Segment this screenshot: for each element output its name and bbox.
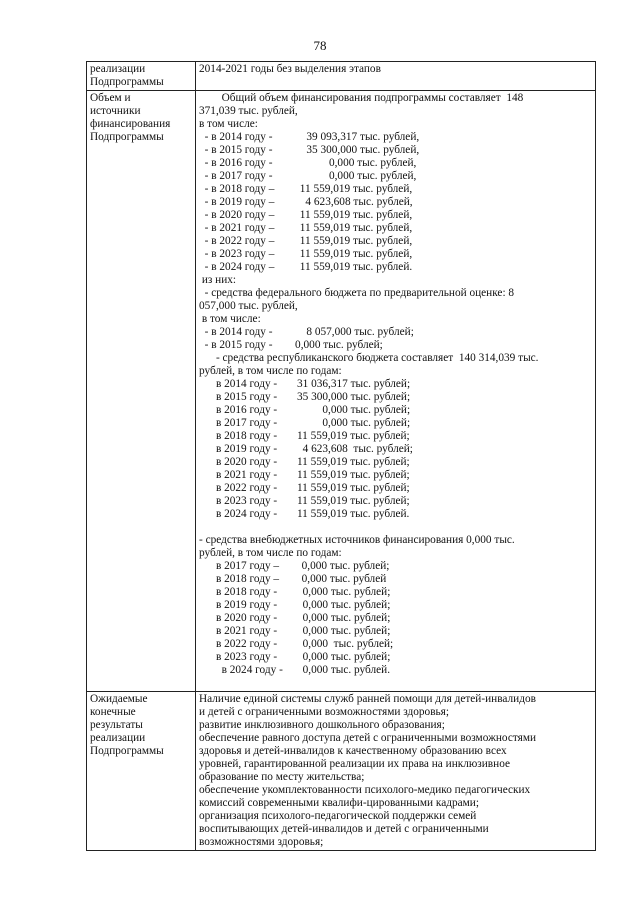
content-line: в 2014 году - 31 036,317 тыс. рублей; bbox=[199, 378, 411, 390]
content-line: в 2023 году - 11 559,019 тыс. рублей; bbox=[199, 495, 410, 507]
content-line: - в 2014 году - 8 057,000 тыс. рублей; bbox=[199, 326, 414, 338]
row-label-line: Подпрограммы bbox=[90, 76, 164, 88]
row-label bbox=[87, 91, 196, 692]
content-line: обеспечение равного доступа детей с ограниченными возможностями bbox=[199, 732, 537, 744]
content-line: в 2015 году - 35 300,000 тыс. рублей; bbox=[199, 391, 411, 403]
row-label-line: Подпрограммы bbox=[90, 131, 164, 143]
content-line: развитие инклюзивного дошкольного образования; bbox=[199, 719, 445, 731]
content-line: и детей с ограниченными возможностями здоровья; bbox=[199, 706, 450, 718]
table-row bbox=[87, 91, 596, 692]
content-line: организация психолого-педагогической поддержки семей bbox=[199, 810, 477, 822]
program-passport-table bbox=[86, 61, 596, 851]
content-line: рублей, в том числе по годам: bbox=[199, 547, 342, 559]
content-line: здоровья и детей-инвалидов к качественному образованию всех bbox=[199, 745, 507, 757]
content-line bbox=[199, 521, 592, 534]
content-line: - в 2015 году - 0,000 тыс. рублей; bbox=[199, 339, 383, 351]
content-line: 057,000 тыс. рублей, bbox=[199, 300, 298, 312]
content-line: - в 2017 году - 0,000 тыс. рублей, bbox=[199, 170, 417, 182]
content-line: в 2018 году - 11 559,019 тыс. рублей; bbox=[199, 430, 410, 442]
row-label-line: реализации bbox=[90, 732, 146, 744]
content-line: в 2020 году - 11 559,019 тыс. рублей; bbox=[199, 456, 410, 468]
row-label bbox=[87, 62, 196, 91]
content-line: в 2018 году – 0,000 тыс. рублей bbox=[199, 573, 387, 585]
row-label-line: конечные bbox=[90, 706, 136, 718]
content-line: в том числе: bbox=[199, 118, 258, 130]
content-line: в 2022 году - 11 559,019 тыс. рублей; bbox=[199, 482, 410, 494]
content-line: - в 2016 году - 0,000 тыс. рублей, bbox=[199, 157, 417, 169]
row-label-line: реализации bbox=[90, 63, 146, 75]
content-line: - средства внебюджетных источников финансирования 0,000 тыс. bbox=[199, 534, 515, 546]
content-line: образование по месту жительства; bbox=[199, 771, 365, 783]
content-line: 371,039 тыс. рублей, bbox=[199, 105, 298, 117]
table-row bbox=[87, 692, 596, 851]
row-label-line: финансирования bbox=[90, 118, 171, 130]
row-content bbox=[196, 692, 596, 851]
content-line: в том числе: bbox=[199, 313, 261, 325]
row-label-line: источники bbox=[90, 105, 141, 117]
content-line: - в 2024 году – 11 559,019 тыс. рублей. bbox=[199, 261, 413, 273]
content-line: в 2017 году – 0,000 тыс. рублей; bbox=[199, 560, 390, 572]
page-number: 78 bbox=[313, 38, 327, 53]
content-line: в 2021 году - 11 559,019 тыс. рублей; bbox=[199, 469, 410, 481]
content-line: возможностями здоровья; bbox=[199, 836, 324, 848]
content-line: - в 2023 году – 11 559,019 тыс. рублей, bbox=[199, 248, 413, 260]
content-line: обеспечение укомплектованности психолого-медико педагогических bbox=[199, 784, 531, 796]
content-line: комиссий современными квалифи-цированными кадрами; bbox=[199, 797, 479, 809]
content-line: - в 2019 году – 4 623,608 тыс. рублей, bbox=[199, 196, 413, 208]
content-line: в 2019 году - 4 623,608 тыс. рублей; bbox=[199, 443, 413, 455]
content-line: в 2024 году - 0,000 тыс. рублей. bbox=[199, 664, 391, 676]
content-line: - в 2021 году – 11 559,019 тыс. рублей, bbox=[199, 222, 413, 234]
content-line: в 2018 году - 0,000 тыс. рублей; bbox=[199, 586, 391, 598]
content-line: рублей, в том числе по годам: bbox=[199, 365, 342, 377]
row-content bbox=[196, 62, 596, 91]
content-line: - в 2020 году – 11 559,019 тыс. рублей, bbox=[199, 209, 413, 221]
content-line: из них: bbox=[199, 274, 237, 286]
row-label-line: Объем и bbox=[90, 92, 131, 104]
content-line: в 2023 году - 0,000 тыс. рублей; bbox=[199, 651, 391, 663]
content-line: в 2020 году - 0,000 тыс. рублей; bbox=[199, 612, 391, 624]
content-line: Наличие единой системы служб ранней помощи для детей-инвалидов bbox=[199, 693, 536, 705]
content-line: в 2024 году - 11 559,019 тыс. рублей. bbox=[199, 508, 410, 520]
content-line: - средства республиканского бюджета составляет 140 314,039 тыс. bbox=[199, 352, 539, 364]
content-line: в 2019 году - 0,000 тыс. рублей; bbox=[199, 599, 391, 611]
row-label-line: Подпрограммы bbox=[90, 745, 164, 757]
content-line: - в 2014 году - 39 093,317 тыс. рублей, bbox=[199, 131, 420, 143]
content-line: уровней, гарантированной реализации их права на инклюзивное bbox=[199, 758, 510, 770]
content-line: - в 2022 году – 11 559,019 тыс. рублей, bbox=[199, 235, 413, 247]
content-line: - средства федерального бюджета по предварительной оценке: 8 bbox=[199, 287, 515, 299]
row-label bbox=[87, 692, 196, 851]
row-label-line: результаты bbox=[90, 719, 143, 731]
content-line: 2014-2021 годы без выделения этапов bbox=[199, 63, 381, 75]
content-line bbox=[199, 677, 592, 690]
row-content bbox=[196, 91, 596, 692]
content-line: Общий объем финансирования подпрограммы составляет 148 bbox=[199, 92, 524, 104]
row-label-line: Ожидаемые bbox=[90, 693, 148, 705]
content-line: - в 2018 году – 11 559,019 тыс. рублей, bbox=[199, 183, 413, 195]
table-row bbox=[87, 62, 596, 91]
content-line: в 2017 году - 0,000 тыс. рублей; bbox=[199, 417, 411, 429]
content-line: в 2021 году - 0,000 тыс. рублей; bbox=[199, 625, 391, 637]
content-line: в 2016 году - 0,000 тыс. рублей; bbox=[199, 404, 411, 416]
content-line: воспитывающих детей-инвалидов и детей с ограниченными bbox=[199, 823, 489, 835]
content-line: в 2022 году - 0,000 тыс. рублей; bbox=[199, 638, 394, 650]
content-line: - в 2015 году - 35 300,000 тыс. рублей, bbox=[199, 144, 420, 156]
